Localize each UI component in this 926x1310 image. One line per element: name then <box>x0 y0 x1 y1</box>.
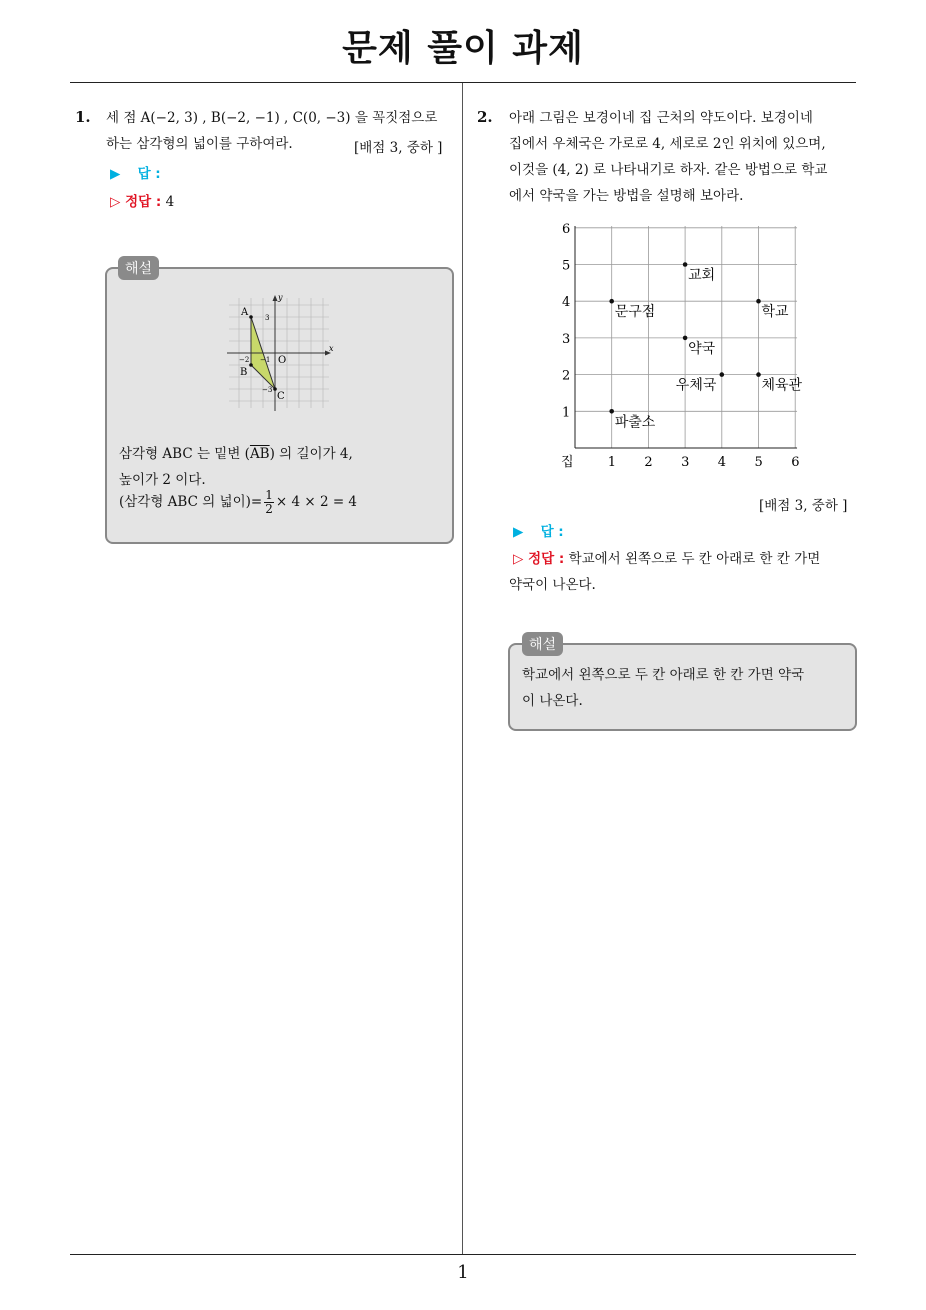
question-text-line-4: 에서 약국을 가는 방법을 설명해 보아라. <box>509 188 744 204</box>
x-tick-label: 2 <box>644 455 653 470</box>
answer-row <box>513 520 564 544</box>
score-label: [배점 3, 중하 ] <box>759 498 848 514</box>
y-tick-label: 4 <box>562 295 571 311</box>
tick-label: −1 <box>260 356 271 364</box>
answer-label: 답 : <box>540 524 564 540</box>
answer-label: 답 : <box>137 166 161 182</box>
y-tick-label: 5 <box>562 258 571 274</box>
solution-line-3 <box>119 489 357 516</box>
place-point <box>683 262 688 267</box>
place-point <box>720 372 725 377</box>
y-tick-label: 6 <box>562 221 571 237</box>
solution-tag: 해설 <box>118 256 159 280</box>
place-label: 약국 <box>688 340 716 357</box>
origin-label: O <box>278 355 287 366</box>
fraction-denominator: 2 <box>265 502 273 516</box>
point-label-b: B <box>240 367 248 378</box>
place-label: 문구점 <box>614 304 656 321</box>
place-point <box>609 409 614 414</box>
x-tick-label: 5 <box>754 455 763 470</box>
correct-answer-row <box>110 190 174 214</box>
solution-box <box>105 267 454 544</box>
place-label: 파출소 <box>614 414 656 431</box>
tick-label: −2 <box>239 356 250 364</box>
question-number: 2. <box>477 108 493 126</box>
correct-answer-label: ▷ 정답 : <box>110 194 162 210</box>
play-arrow-icon: ▶ <box>513 524 524 540</box>
solution-tag: 해설 <box>522 632 563 656</box>
correct-answer-label: ▷ 정답 : <box>513 551 565 567</box>
solution-line-2: 이 나온다. <box>522 693 583 709</box>
correct-answer-row <box>513 547 820 571</box>
neighborhood-map <box>555 218 815 473</box>
solution-line-2: 높이가 2 이다. <box>119 472 206 488</box>
solution-text: 삼각형 ABC 는 밑변 ( <box>119 446 250 462</box>
place-label: 교회 <box>688 267 716 284</box>
x-tick-label: 6 <box>791 455 800 470</box>
question-text-line-3: 이것을 (4, 2) 로 나타내기로 하자. 같은 방법으로 학교 <box>509 162 828 178</box>
correct-answer-value: 학교에서 왼쪽으로 두 칸 아래로 한 칸 가면 <box>568 551 821 567</box>
segment-ab: $\overline{AB}$ <box>249 446 270 462</box>
point-label-c: C <box>277 391 285 402</box>
place-point <box>683 336 688 341</box>
question-text-line-1: 세 점 A(−2, 3) , B(−2, −1) , C(0, −3) 을 꼭짓점으로 <box>106 110 438 126</box>
page-title: 문제 풀이 과제 <box>342 28 584 69</box>
coordinate-figure <box>219 293 339 423</box>
solution-box <box>508 643 857 731</box>
fraction-numerator: 1 <box>265 488 273 502</box>
x-tick-label: 3 <box>681 455 690 470</box>
footer-rule <box>70 1254 856 1255</box>
question-number: 1. <box>75 108 91 126</box>
solution-line-1 <box>119 441 353 467</box>
question-text-line-2: 집에서 우체국은 가로로 4, 세로로 2인 위치에 있으며, <box>509 136 826 152</box>
correct-answer-continuation: 약국이 나온다. <box>509 577 596 593</box>
page-number: 1 <box>457 1262 469 1283</box>
answer-row <box>110 162 161 186</box>
header-rule <box>70 82 856 83</box>
column-divider <box>462 83 463 1255</box>
x-axis-label: x <box>329 344 334 353</box>
solution-text: × 4 × 2 = 4 <box>275 494 358 510</box>
x-tick-label: 1 <box>607 455 616 470</box>
y-tick-label: 1 <box>562 405 571 421</box>
score-label: [배점 3, 중하 ] <box>354 140 443 156</box>
y-tick-label: 3 <box>562 331 571 347</box>
x-tick-label: 4 <box>717 455 727 470</box>
y-axis-label: y <box>278 293 283 302</box>
place-label: 우체국 <box>675 377 717 394</box>
tick-label: 3 <box>265 314 270 322</box>
correct-answer-value: 4 <box>165 194 175 210</box>
tick-label: −3 <box>262 386 273 394</box>
question-text-line-2: 하는 삼각형의 넓이를 구하여라. <box>106 136 293 152</box>
y-tick-label: 2 <box>562 368 571 384</box>
origin-label: 집 <box>561 455 574 470</box>
solution-line-1: 학교에서 왼쪽으로 두 칸 아래로 한 칸 가면 약국 <box>522 667 805 683</box>
place-point <box>756 372 761 377</box>
place-point <box>756 299 761 304</box>
place-label: 학교 <box>761 304 789 321</box>
place-label: 체육관 <box>761 377 803 394</box>
solution-text: ) 의 길이가 4, <box>269 446 353 462</box>
solution-text: (삼각형 ABC 의 넓이)= <box>119 494 263 510</box>
point-label-a: A <box>241 307 249 318</box>
fraction <box>264 489 274 516</box>
place-point <box>609 299 614 304</box>
question-text-line-1: 아래 그림은 보경이네 집 근처의 약도이다. 보경이네 <box>509 110 813 126</box>
play-arrow-icon: ▶ <box>110 166 121 182</box>
